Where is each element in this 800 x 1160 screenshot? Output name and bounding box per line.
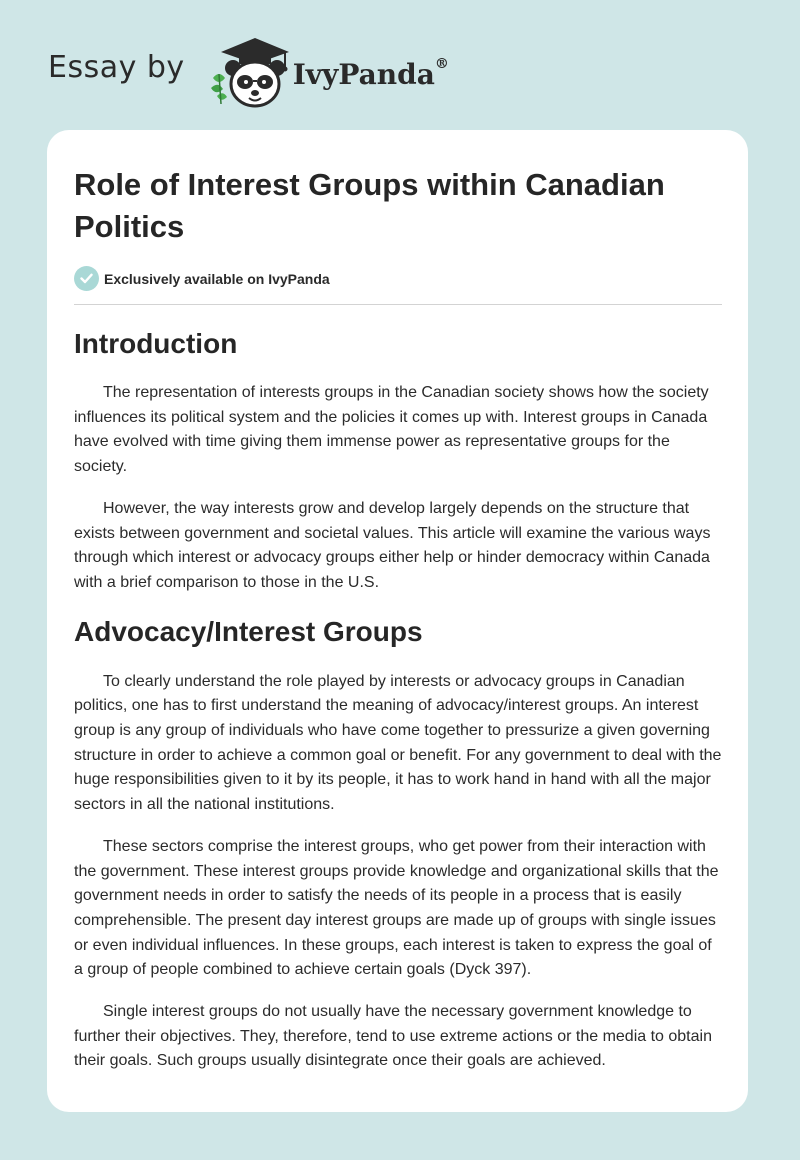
site-header bbox=[48, 34, 449, 110]
paragraph: Single interest groups do not usually have the necessary government knowledge to further their objectives. They, therefore, tend to use extreme actions or the media to obtain their goals. Such groups usually disintegrate once their goals are achieved. bbox=[74, 1003, 712, 1070]
paragraph: However, the way interests grow and develop largely depends on the structure that exists between government and societal values. This article will examine the various ways through which interest or advocacy groups either help or hinder democracy within Canada with a brief comparison to those in the U.S. bbox=[74, 499, 711, 591]
brand-name[interactable]: IvyPanda® bbox=[292, 55, 449, 91]
page-title: Role of Interest Groups within Canadian Politics bbox=[74, 167, 665, 244]
paragraph: These sectors comprise the interest groups, who get power from their interaction with the government. These interest groups provide knowledge and organizational skills that the government needs in order to satisfy the needs of its people in a process that is easily comprehensible. The present day interest groups are made up of groups with single issues or even individual influences. In these groups, each interest is taken to express the goal of a group of people combined to achieve certain goals (Dyck 397). bbox=[74, 837, 719, 979]
check-icon bbox=[74, 266, 99, 291]
essay-by-label: Essay by bbox=[48, 49, 185, 85]
registered-mark: ® bbox=[434, 55, 449, 72]
paragraph: The representation of interests groups in the Canadian society shows how the society influences its political system and the policies it comes up with. Interest groups in Canada have evolved with time giving them immense power as representative groups for the society. bbox=[74, 384, 709, 476]
section-heading-introduction: Introduction bbox=[74, 328, 238, 359]
panda-logo-icon[interactable] bbox=[199, 34, 291, 110]
section-heading-advocacy: Advocacy/Interest Groups bbox=[74, 615, 423, 647]
paragraph: To clearly understand the role played by interests or advocacy groups in Canadian politics, one has to first understand the meaning of advocacy/interest groups. An interest group is any group of individuals who have come together to pressurize a given governing structure in order to achieve a common goal or benefit. For any government to deal with the huge responsibilities given to it by its people, it has to work hand in hand with all the major sectors in all the national institutions. bbox=[74, 672, 722, 814]
exclusive-badge-label: Exclusively available on IvyPanda bbox=[104, 270, 330, 287]
exclusive-badge bbox=[74, 266, 722, 291]
article-card bbox=[47, 130, 748, 1112]
divider bbox=[74, 304, 722, 305]
